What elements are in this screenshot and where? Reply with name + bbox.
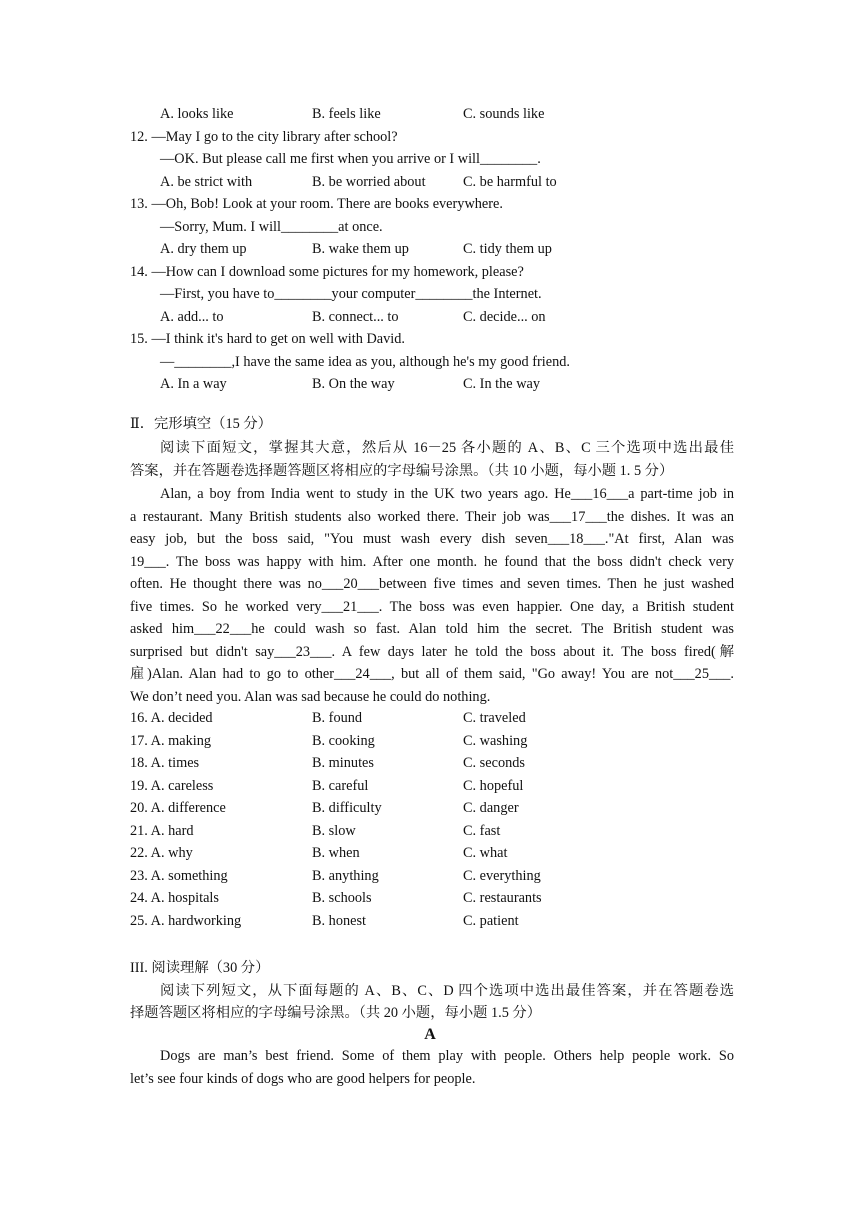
cloze-passage-line: asked him___22___he could wash so fast. Alan told him the secret. The British student was bbox=[130, 621, 734, 637]
cloze-option-b: B. minutes bbox=[312, 755, 374, 771]
cloze-passage-line: 19___. The boss was happy with him. After one month. he found that the boss didn't check very bbox=[130, 553, 734, 570]
q11-option-b: B. feels like bbox=[312, 106, 381, 122]
section3-instructions-line2: 择题答题区将相应的字母编号涂黑。（共 20 小题，每小题 1.5 分） bbox=[130, 1005, 542, 1021]
passage-a-line1: Dogs are man’s best friend. Some of them play with people. Others help people work. So bbox=[160, 1048, 734, 1064]
cloze-option-c: C. seconds bbox=[463, 755, 525, 771]
cloze-passage-line: easy job, but the boss said, "You must wash every dish seven___18___."At first, Alan was bbox=[130, 531, 734, 547]
section3-heading: III. 阅读理解（30 分） bbox=[130, 960, 270, 976]
passage-a-line2: let’s see four kinds of dogs who are good helpers for people. bbox=[130, 1071, 476, 1087]
q11-option-a: A. looks like bbox=[160, 106, 234, 122]
cloze-passage-line: 雇)Alan. Alan had to go to other___24___, but all of them said, "Go away! You are not___25___. bbox=[130, 666, 734, 682]
q15-option-a: A. In a way bbox=[160, 376, 227, 392]
q14-option-b: B. connect... to bbox=[312, 309, 399, 325]
cloze-option-b: B. schools bbox=[312, 890, 372, 906]
cloze-option-b: B. when bbox=[312, 845, 360, 861]
q14-option-c: C. decide... on bbox=[463, 309, 546, 325]
cloze-option-b: B. careful bbox=[312, 777, 369, 794]
cloze-passage-line: Alan, a boy from India went to study in the UK two years ago. He___16___a part-time job in bbox=[160, 486, 734, 502]
q14-reply: —First, you have to________your computer________the Internet. bbox=[160, 286, 542, 302]
q12-stem: 12. —May I go to the city library after school? bbox=[130, 129, 398, 145]
q13-option-a: A. dry them up bbox=[160, 241, 247, 257]
q13-stem: 13. —Oh, Bob! Look at your room. There are books everywhere. bbox=[130, 196, 503, 212]
q14-stem: 14. —How can I download some pictures for my homework, please? bbox=[130, 264, 524, 280]
cloze-option-a: 24. A. hospitals bbox=[130, 890, 219, 906]
q14-option-a: A. add... to bbox=[160, 309, 224, 325]
q15-option-c: C. In the way bbox=[463, 376, 541, 392]
cloze-option-b: B. honest bbox=[312, 912, 367, 929]
q12-option-c: C. be harmful to bbox=[463, 174, 557, 190]
q13-reply: —Sorry, Mum. I will________at once. bbox=[160, 219, 383, 235]
cloze-option-b: B. found bbox=[312, 710, 363, 726]
section2-heading: Ⅱ．完形填空（15 分） bbox=[130, 416, 272, 432]
cloze-option-a: 16. A. decided bbox=[130, 710, 213, 726]
cloze-option-c: C. traveled bbox=[463, 710, 526, 726]
cloze-option-a: 19. A. careless bbox=[130, 777, 214, 794]
section2-instructions-line1: 阅读下面短文，掌握其大意，然后从 16－25 各小题的 A、B、C 三个选项中选出最佳 bbox=[160, 440, 734, 456]
cloze-passage-line: We don’t need you. Alan was sad because he could do nothing. bbox=[130, 688, 491, 705]
cloze-option-a: 22. A. why bbox=[130, 845, 193, 861]
section3-instructions-line1: 阅读下列短文，从下面每题的 A、B、C、D 四个选项中选出最佳答案，并在答题卷选 bbox=[160, 983, 734, 999]
cloze-option-b: B. difficulty bbox=[312, 800, 382, 816]
cloze-option-a: 21. A. hard bbox=[130, 822, 194, 839]
section2-instructions-line2: 答案，并在答题卷选择题答题区将相应的字母编号涂黑。（共 10 小题，每小题 1. 5 分） bbox=[130, 463, 674, 479]
passage-a-title: A bbox=[424, 1026, 436, 1043]
cloze-option-b: B. slow bbox=[312, 822, 356, 839]
q13-option-c: C. tidy them up bbox=[463, 241, 552, 257]
q12-option-b: B. be worried about bbox=[312, 174, 426, 190]
cloze-option-a: 20. A. difference bbox=[130, 800, 226, 816]
cloze-option-a: 25. A. hardworking bbox=[130, 912, 242, 929]
cloze-option-c: C. washing bbox=[463, 732, 528, 749]
q15-reply: —________,I have the same idea as you, although he's my good friend. bbox=[160, 354, 570, 370]
cloze-option-c: C. danger bbox=[463, 800, 519, 816]
q12-option-a: A. be strict with bbox=[160, 174, 253, 190]
cloze-option-a: 18. A. times bbox=[130, 755, 200, 771]
cloze-option-c: C. hopeful bbox=[463, 777, 524, 794]
q15-option-b: B. On the way bbox=[312, 376, 395, 392]
q13-option-b: B. wake them up bbox=[312, 241, 409, 257]
cloze-option-c: C. everything bbox=[463, 867, 541, 884]
cloze-passage-line: a restaurant. Many British students also worked there. Their job was___17___the dishes. It was an bbox=[130, 508, 734, 525]
cloze-passage-line: five times. So he worked very___21___. The boss was even happier. One day, a British student bbox=[130, 598, 734, 615]
q12-reply: —OK. But please call me first when you arrive or I will________. bbox=[160, 151, 541, 167]
cloze-option-a: 17. A. making bbox=[130, 732, 212, 749]
cloze-passage-line: often. He thought there was no___20___between five times and seven times. Then he just washed bbox=[130, 576, 734, 592]
cloze-option-b: B. cooking bbox=[312, 732, 375, 749]
cloze-option-a: 23. A. something bbox=[130, 867, 228, 884]
q15-stem: 15. —I think it's hard to get on well with David. bbox=[130, 331, 405, 347]
cloze-option-b: B. anything bbox=[312, 867, 379, 884]
cloze-option-c: C. restaurants bbox=[463, 890, 542, 906]
cloze-passage-line: surprised but didn't say___23___. A few days later he told the boss about it. The boss fired(解 bbox=[130, 643, 734, 660]
cloze-option-c: C. patient bbox=[463, 912, 519, 929]
cloze-option-c: C. fast bbox=[463, 822, 501, 839]
q11-option-c: C. sounds like bbox=[463, 106, 545, 122]
cloze-option-c: C. what bbox=[463, 845, 508, 861]
